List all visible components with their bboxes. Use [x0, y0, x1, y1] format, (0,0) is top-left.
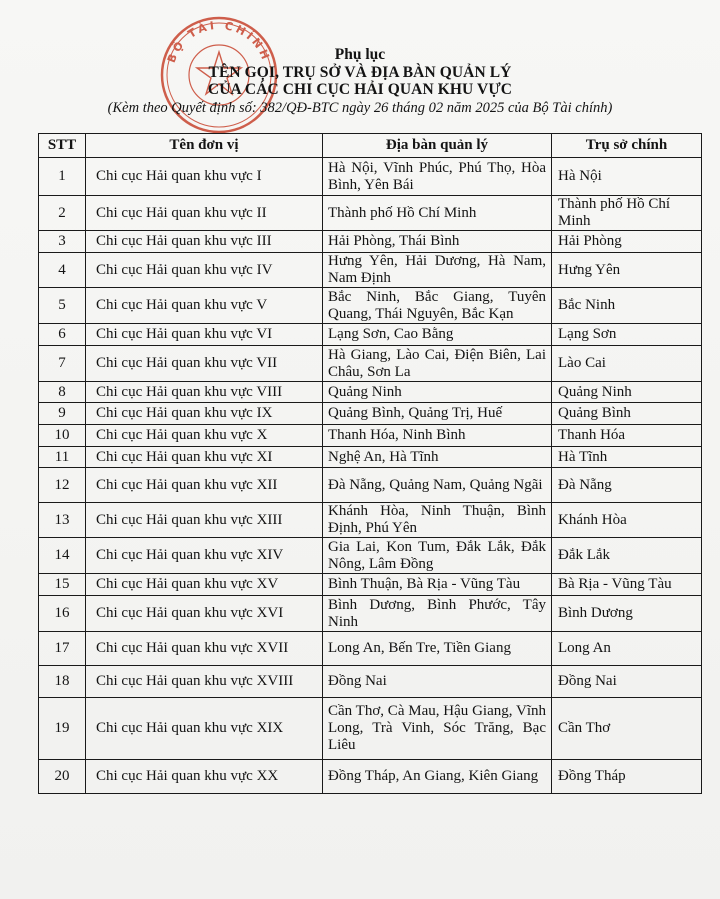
row-area: Quảng Ninh	[323, 382, 552, 403]
row-area: Bình Thuận, Bà Rịa - Vũng Tàu	[323, 574, 552, 596]
row-area: Gia Lai, Kon Tum, Đắk Lắk, Đắk Nông, Lâm Đồng	[323, 538, 552, 574]
row-headquarters: Thành phố Hồ Chí Minh	[552, 196, 702, 231]
row-unit-name: Chi cục Hải quan khu vực XV	[86, 574, 323, 596]
header-headquarters: Trụ sở chính	[552, 134, 702, 158]
row-area: Khánh Hòa, Ninh Thuận, Bình Định, Phú Yên	[323, 503, 552, 538]
row-area: Hà Giang, Lào Cai, Điện Biên, Lai Châu, Sơn La	[323, 346, 552, 382]
row-stt: 20	[39, 760, 86, 794]
row-stt: 1	[39, 158, 86, 196]
table-row	[39, 632, 702, 666]
row-stt: 2	[39, 196, 86, 231]
row-area: Hưng Yên, Hải Dương, Hà Nam, Nam Định	[323, 253, 552, 288]
row-stt: 18	[39, 666, 86, 698]
row-area: Đồng Tháp, An Giang, Kiên Giang	[323, 760, 552, 794]
row-unit-name: Chi cục Hải quan khu vực XVI	[86, 596, 323, 632]
svg-text:BỘ TÀI CHÍNH: BỘ TÀI CHÍNH	[164, 18, 273, 65]
row-unit-name: Chi cục Hải quan khu vực VI	[86, 324, 323, 346]
row-headquarters: Đắk Lắk	[552, 538, 702, 574]
table-row	[39, 425, 702, 447]
row-unit-name: Chi cục Hải quan khu vực XVIII	[86, 666, 323, 698]
table-header-row	[39, 134, 702, 158]
table-row	[39, 447, 702, 468]
row-unit-name: Chi cục Hải quan khu vực X	[86, 425, 323, 447]
appendix-label: Phụ lục	[334, 46, 386, 63]
row-headquarters: Thanh Hóa	[552, 425, 702, 447]
row-unit-name: Chi cục Hải quan khu vực III	[86, 231, 323, 253]
row-unit-name: Chi cục Hải quan khu vực V	[86, 288, 323, 324]
row-headquarters: Đà Nẵng	[552, 468, 702, 503]
row-area: Đồng Nai	[323, 666, 552, 698]
header-stt: STT	[39, 134, 86, 158]
row-area: Đà Nẵng, Quảng Nam, Quảng Ngãi	[323, 468, 552, 503]
table-row	[39, 503, 702, 538]
row-stt: 4	[39, 253, 86, 288]
row-area: Quảng Bình, Quảng Trị, Huế	[323, 403, 552, 425]
row-stt: 9	[39, 403, 86, 425]
row-unit-name: Chi cục Hải quan khu vực XIX	[86, 698, 323, 760]
row-headquarters: Quảng Ninh	[552, 382, 702, 403]
row-area: Cần Thơ, Cà Mau, Hậu Giang, Vĩnh Long, Trà Vinh, Sóc Trăng, Bạc Liêu	[323, 698, 552, 760]
row-area: Long An, Bến Tre, Tiền Giang	[323, 632, 552, 666]
row-area: Thành phố Hồ Chí Minh	[323, 196, 552, 231]
table-row	[39, 324, 702, 346]
row-headquarters: Hà Tĩnh	[552, 447, 702, 468]
row-headquarters: Long An	[552, 632, 702, 666]
row-stt: 6	[39, 324, 86, 346]
row-unit-name: Chi cục Hải quan khu vực VII	[86, 346, 323, 382]
row-unit-name: Chi cục Hải quan khu vực XII	[86, 468, 323, 503]
row-unit-name: Chi cục Hải quan khu vực IV	[86, 253, 323, 288]
decision-reference: (Kèm theo Quyết định số: 382/QĐ-BTC ngày 26 tháng 02 năm 2025 của Bộ Tài chính)	[107, 100, 613, 116]
row-unit-name: Chi cục Hải quan khu vực VIII	[86, 382, 323, 403]
row-headquarters: Lào Cai	[552, 346, 702, 382]
row-area: Hà Nội, Vĩnh Phúc, Phú Thọ, Hòa Bình, Yên Bái	[323, 158, 552, 196]
row-unit-name: Chi cục Hải quan khu vực XIII	[86, 503, 323, 538]
row-stt: 7	[39, 346, 86, 382]
row-headquarters: Lạng Sơn	[552, 324, 702, 346]
row-stt: 3	[39, 231, 86, 253]
table-row	[39, 196, 702, 231]
row-headquarters: Cần Thơ	[552, 698, 702, 760]
row-stt: 8	[39, 382, 86, 403]
row-headquarters: Bình Dương	[552, 596, 702, 632]
row-stt: 14	[39, 538, 86, 574]
table-row	[39, 698, 702, 760]
header-area: Địa bàn quản lý	[323, 134, 552, 158]
row-stt: 10	[39, 425, 86, 447]
row-stt: 12	[39, 468, 86, 503]
row-headquarters: Hưng Yên	[552, 253, 702, 288]
header-unit-name: Tên đơn vị	[86, 134, 323, 158]
row-stt: 5	[39, 288, 86, 324]
row-unit-name: Chi cục Hải quan khu vực XX	[86, 760, 323, 794]
row-stt: 16	[39, 596, 86, 632]
table-row	[39, 468, 702, 503]
row-headquarters: Đồng Tháp	[552, 760, 702, 794]
table-row	[39, 666, 702, 698]
table-row	[39, 574, 702, 596]
row-stt: 11	[39, 447, 86, 468]
customs-branch-table	[38, 133, 702, 794]
row-unit-name: Chi cục Hải quan khu vực I	[86, 158, 323, 196]
row-headquarters: Bà Rịa - Vũng Tàu	[552, 574, 702, 596]
row-area: Lạng Sơn, Cao Bằng	[323, 324, 552, 346]
row-unit-name: Chi cục Hải quan khu vực XVII	[86, 632, 323, 666]
row-headquarters: Đồng Nai	[552, 666, 702, 698]
row-unit-name: Chi cục Hải quan khu vực XI	[86, 447, 323, 468]
title-line-2: CỦA CÁC CHI CỤC HẢI QUAN KHU VỰC	[207, 81, 513, 98]
row-area: Bình Dương, Bình Phước, Tây Ninh	[323, 596, 552, 632]
row-unit-name: Chi cục Hải quan khu vực IX	[86, 403, 323, 425]
document-header	[0, 46, 720, 118]
table-row	[39, 158, 702, 196]
table-row	[39, 253, 702, 288]
row-unit-name: Chi cục Hải quan khu vực II	[86, 196, 323, 231]
row-unit-name: Chi cục Hải quan khu vực XIV	[86, 538, 323, 574]
table-row	[39, 403, 702, 425]
row-stt: 19	[39, 698, 86, 760]
table-row	[39, 538, 702, 574]
row-headquarters: Bắc Ninh	[552, 288, 702, 324]
row-area: Bắc Ninh, Bắc Giang, Tuyên Quang, Thái Nguyên, Bắc Kạn	[323, 288, 552, 324]
table-row	[39, 346, 702, 382]
title-line-1: TÊN GỌI, TRỤ SỞ VÀ ĐỊA BÀN QUẢN LÝ	[208, 64, 512, 81]
row-area: Nghệ An, Hà Tĩnh	[323, 447, 552, 468]
row-area: Hải Phòng, Thái Bình	[323, 231, 552, 253]
table-row	[39, 231, 702, 253]
table-row	[39, 760, 702, 794]
row-headquarters: Hải Phòng	[552, 231, 702, 253]
row-headquarters: Quảng Bình	[552, 403, 702, 425]
row-headquarters: Hà Nội	[552, 158, 702, 196]
row-stt: 13	[39, 503, 86, 538]
table-row	[39, 596, 702, 632]
table-row	[39, 288, 702, 324]
table-row	[39, 382, 702, 403]
row-stt: 15	[39, 574, 86, 596]
row-area: Thanh Hóa, Ninh Bình	[323, 425, 552, 447]
row-headquarters: Khánh Hòa	[552, 503, 702, 538]
row-stt: 17	[39, 632, 86, 666]
